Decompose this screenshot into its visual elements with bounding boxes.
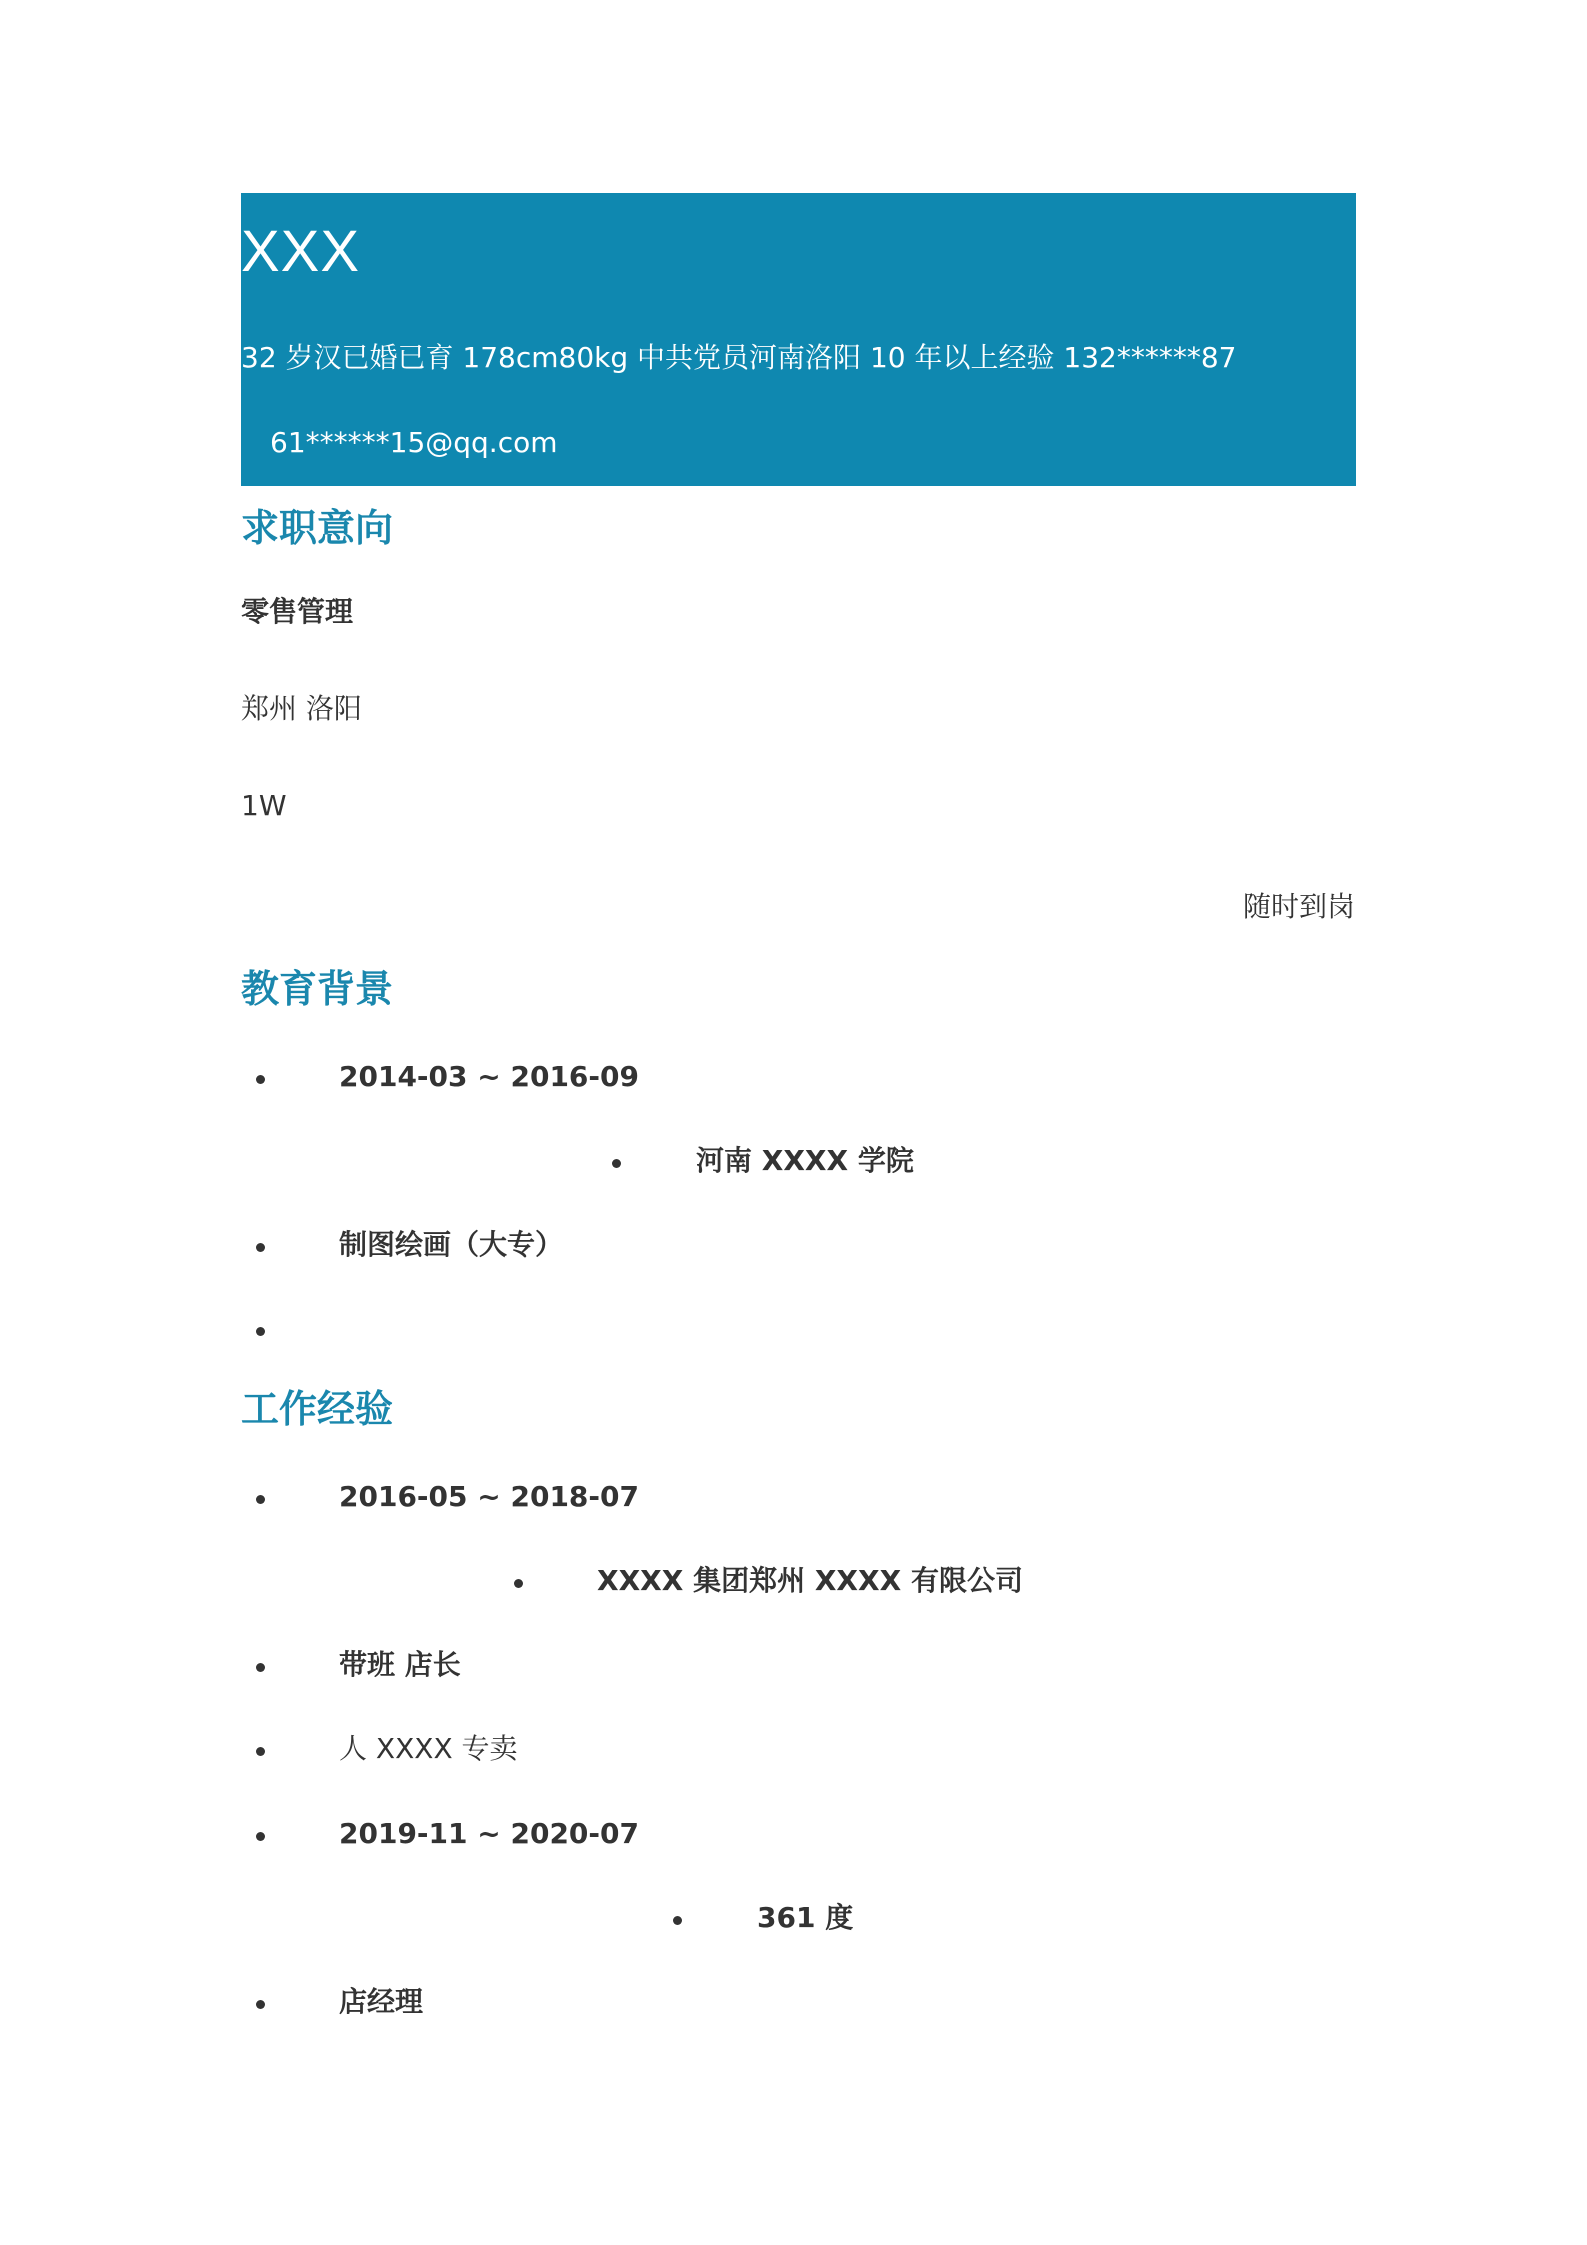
work-period: 2019-11 ~ 2020-07 (339, 1817, 639, 1850)
list-bullet (673, 1916, 682, 1925)
work-period: 2016-05 ~ 2018-07 (339, 1480, 639, 1513)
list-bullet (514, 1579, 523, 1588)
education-period: 2014-03 ~ 2016-09 (339, 1060, 639, 1093)
list-bullet (256, 1832, 265, 1841)
header-banner (241, 193, 1356, 486)
list-bullet (256, 1747, 265, 1756)
list-bullet (612, 1159, 621, 1168)
education-major: 制图绘画（大专） (339, 1228, 564, 1261)
work-company: 361 度 (757, 1901, 854, 1934)
candidate-email: 61******15@qq.com (270, 426, 558, 459)
intention-position: 零售管理 (241, 595, 354, 628)
list-bullet (256, 2000, 265, 2009)
candidate-info: 32 岁汉已婚已育 178cm80kg 中共党员河南洛阳 10 年以上经验 132******87 (241, 341, 1237, 374)
list-bullet (256, 1663, 265, 1672)
list-bullet (256, 1495, 265, 1504)
work-role: 店经理 (339, 1985, 424, 2018)
section-title-intention: 求职意向 (241, 506, 394, 550)
list-bullet (256, 1243, 265, 1252)
list-bullet (256, 1327, 265, 1336)
work-role: 带班 店长 (339, 1648, 461, 1681)
work-description: 人 XXXX 专卖 (339, 1732, 518, 1765)
list-bullet (256, 1075, 265, 1084)
education-school: 河南 XXXX 学院 (696, 1144, 914, 1177)
section-title-work: 工作经验 (241, 1387, 394, 1431)
intention-availability: 随时到岗 (1242, 890, 1355, 923)
intention-salary: 1W (241, 789, 287, 822)
section-title-education: 教育背景 (241, 967, 394, 1011)
work-company: XXXX 集团郑州 XXXX 有限公司 (597, 1564, 1023, 1597)
intention-cities: 郑州 洛阳 (241, 692, 362, 725)
candidate-name: XXX (241, 219, 361, 284)
